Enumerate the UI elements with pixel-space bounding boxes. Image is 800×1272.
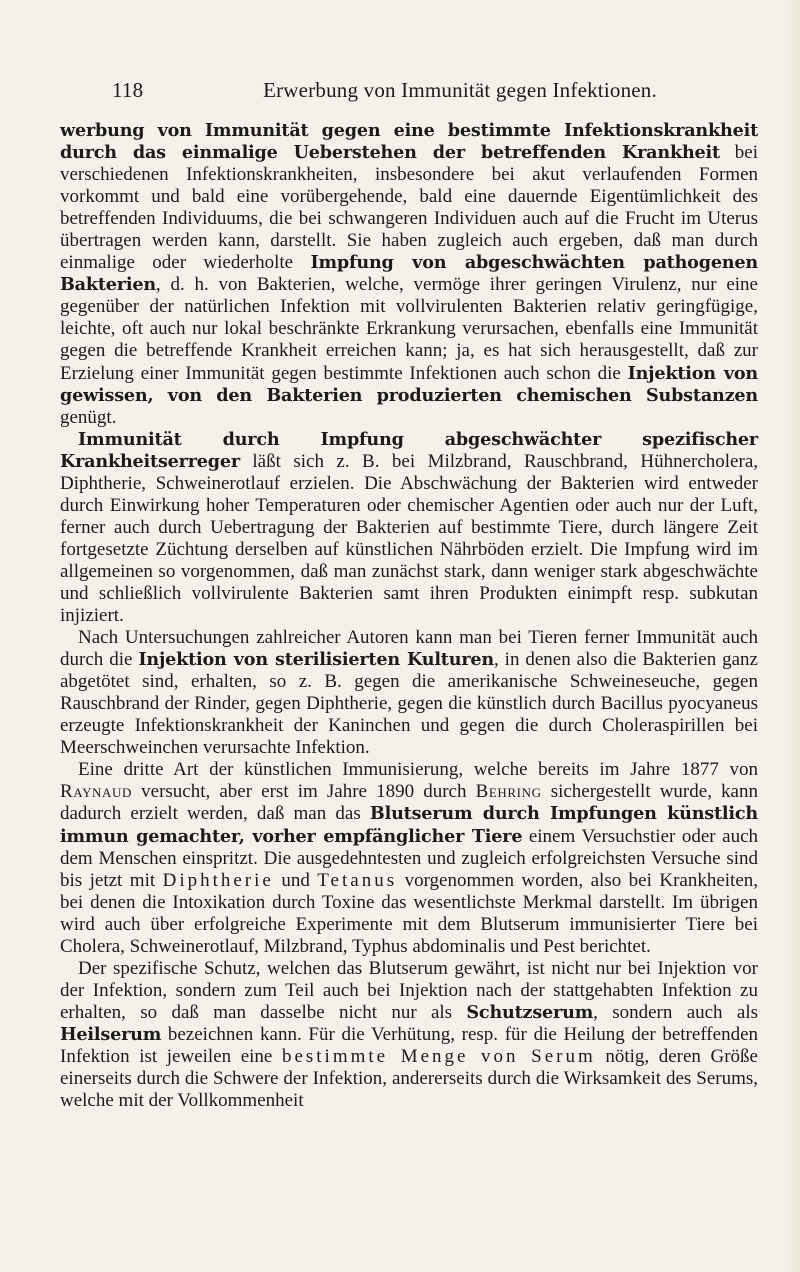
page-header (60, 78, 758, 114)
paragraph (60, 958, 758, 1112)
text-run: Eine dritte Art der künstlichen Immunisierung, welche bereits im Jahre 1877 von (78, 759, 758, 781)
text-run: , d. h. von Bakterien, welche, vermöge ihrer geringen Virulenz, nur eine gegenüber der natürlichen Infektion mit vollvirulenten Bakterien relativ geringfügige, leichte, oft auch nur lokal beschränkte Erkrankung verursachen, ebenfalls eine Immunität gegen die betreffende Krankheit erreichen kann; ja, es hat sich herausgestellt, daß zur Erzielung einer Immunität gegen bestimmte Infektionen auch schon die (60, 274, 758, 384)
paragraph (60, 759, 758, 957)
paragraph (60, 627, 758, 759)
emphasis-bold: Impfung von abgeschwächten pathogenen Bakterien (60, 252, 758, 296)
page-edge-shadow (788, 0, 800, 1272)
author-name: Raynaud (60, 781, 133, 803)
emphasis-spaced: Diphtherie (162, 869, 274, 891)
text-run: und (273, 869, 318, 891)
text-run: bei verschiedenen Infektionskrankheiten, insbesondere bei akut verlaufenden Formen vorkommt und bald eine vorübergehende, bald eine dauernde Eigentümlichkeit des betreffenden Individuums, die bei schwangeren Individuen auch auf die Frucht im Uterus übertragen werden kann, darstellt. Sie haben zugleich auch ergeben, daß man durch einmalige oder wiederholte (60, 142, 758, 274)
emphasis-spaced: Tetanus (317, 869, 398, 891)
author-name: Behring (475, 781, 542, 803)
emphasis-bold: Heilserum (60, 1023, 162, 1045)
body-text (60, 120, 758, 1112)
paragraph (60, 429, 758, 627)
text-run: genügt. (60, 406, 117, 428)
text-run: vorgenommen worden, also bei Krankheiten, bei denen die Intoxikation durch Toxine das wesentlichste Merkmal darstellt. Im übrigen wird auch über erfolgreiche Experimente mit dem Blutserum immunisierter Tiere bei Cholera, Schweinerotlauf, Milzbrand, Typhus abdominalis und Pest berichtet. (60, 869, 759, 957)
text-run: , in denen also die Bakterien ganz abgetötet sind, erhalten, so z. B. gegen die amerikanische Schweineseuche, gegen Rauschbrand der Rinder, gegen Diphtherie, gegen die künstlich durch Bacillus pyocyaneus erzeugte Infektionskrankheit der Kaninchen und gegen die durch Choleraspirillen bei Meerschweinchen verursachte Infektion. (60, 649, 758, 759)
emphasis-bold: werbung von Immunität gegen eine bestimmte Infektionskrankheit durch das einmalige Ueberstehen der betreffenden Krankheit (60, 120, 758, 164)
running-head: Erwerbung von Immunität gegen Infektionen. (263, 78, 657, 102)
emphasis-spaced: bestimmte Menge von Serum (281, 1045, 596, 1067)
text-run: bezeichnen kann. Für die Verhütung, resp. für die Heilung der betreffenden Infektion ist jeweilen eine (60, 1023, 758, 1067)
emphasis-bold: Injektion von gewissen, von den Bakterien produzierten chemischen Substanzen (60, 362, 758, 406)
text-run: nötig, deren Größe einerseits durch die Schwere der Infektion, andererseits durch die Wirksamkeit des Serums, welche mit der Vollkommenheit (60, 1045, 758, 1112)
emphasis-bold: Injektion von sterilisierten Kulturen (138, 649, 494, 671)
text-run: versucht, aber erst im Jahre 1890 durch (132, 781, 476, 803)
paragraph (60, 120, 758, 429)
text-run: einem Versuchstier oder auch dem Menschen einspritzt. Die ausgedehntesten und zugleich erfolgreichsten Versuche sind bis jetzt mit (60, 825, 758, 891)
emphasis-bold: Immunität durch Impfung abgeschwächter spezifischer Krankheitserreger (60, 428, 758, 472)
text-run: läßt sich z. B. bei Milzbrand, Rauschbrand, Hühnercholera, Diphtherie, Schweinerotlauf erzielen. Die Abschwächung der Bakterien wird entweder durch Einwirkung hoher Temperaturen oder chemischer Agentien oder auch nur der Luft, ferner auch durch Uebertragung der Bakterien auf bestimmte Tiere, durch längere Zeit fortgesetzte Züchtung derselben auf künstlichen Nährböden erzielt. Die Impfung wird im allgemeinen so vorgenommen, daß man zunächst stark, dann weniger stark abgeschwächte und schließlich vollvirulente Bakterien samt ihren Produkten einimpft resp. subkutan injiziert. (60, 450, 758, 627)
text-run: , sondern auch als (593, 1001, 758, 1023)
emphasis-bold: Blutserum durch Impfungen künstlich immun gemachter, vorher empfänglicher Tiere (60, 803, 758, 847)
text-run: Der spezifische Schutz, welchen das Blutserum gewährt, ist nicht nur bei Injektion vor der Infektion, sondern zum Teil auch bei Injektion nach der stattgehabten Infektion zu erhalten, so daß man dasselbe nicht nur als (60, 957, 758, 1023)
text-run: sichergestellt wurde, kann dadurch erzielt werden, daß man das (60, 781, 758, 825)
page-number: 118 (112, 78, 144, 102)
text-run: Nach Untersuchungen zahlreicher Autoren kann man bei Tieren ferner Immunität auch durch die (60, 627, 758, 671)
emphasis-bold: Schutzserum (466, 1001, 594, 1023)
book-page (60, 78, 758, 1112)
